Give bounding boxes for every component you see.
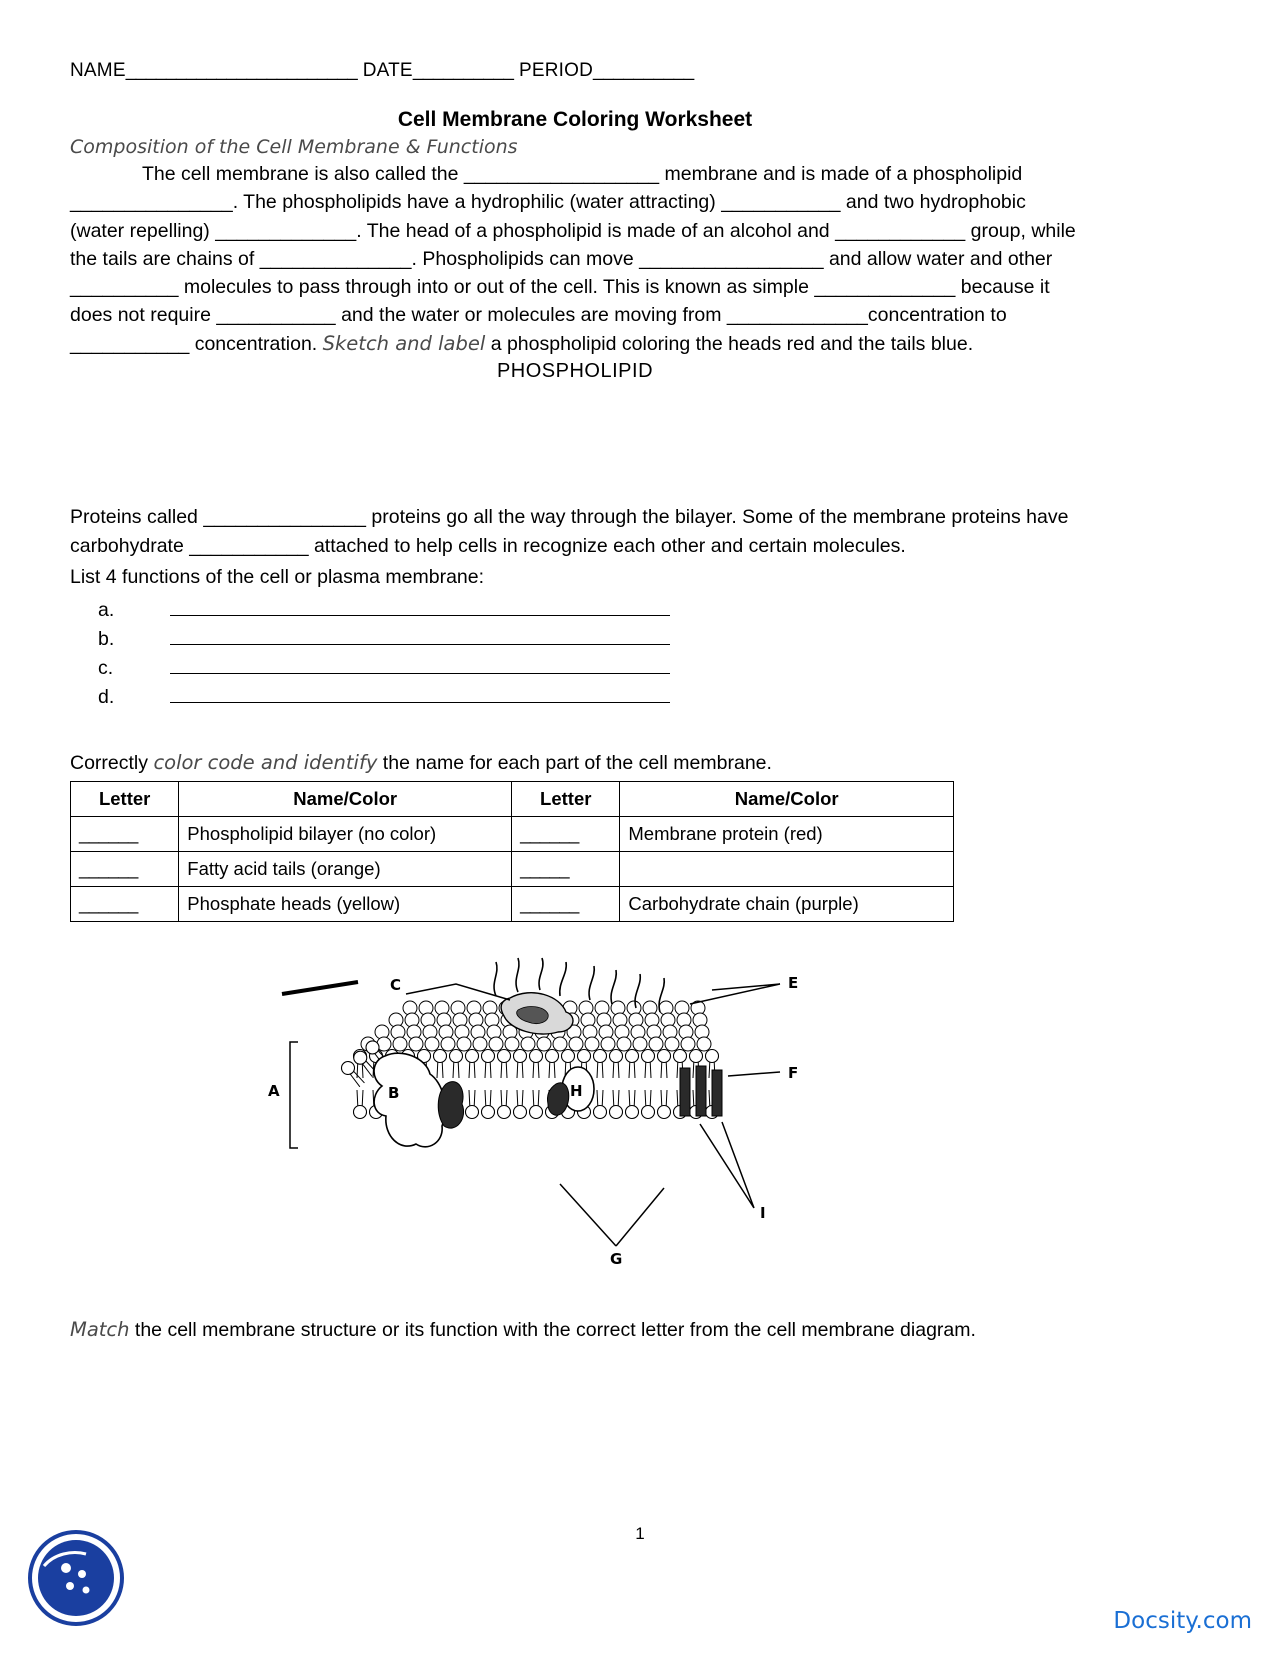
p1-t7: . Phospholipids can move bbox=[411, 247, 640, 270]
page-number: 1 bbox=[635, 1524, 645, 1543]
p1-blank-4[interactable]: _____________ bbox=[215, 219, 357, 242]
diagram-label-I: I bbox=[760, 1203, 766, 1222]
th-letter-1: Letter bbox=[71, 781, 179, 816]
p1-t9: molecules to pass through into or out of the cell. This is known as simple bbox=[178, 276, 815, 299]
p1-t8: and allow water and other bbox=[823, 247, 1053, 270]
paragraph-proteins bbox=[70, 503, 1080, 562]
phospholipid-sketch-label: PHOSPHOLIPID bbox=[496, 359, 654, 382]
p1-blank-12[interactable]: ___________ bbox=[70, 332, 190, 355]
student-info-line bbox=[70, 60, 1080, 82]
cell-letter-r3c1[interactable]: ______ bbox=[71, 886, 179, 921]
cell-letter-r1c2[interactable]: ______ bbox=[512, 816, 620, 851]
cell-name-r1c1: Phospholipid bilayer (no color) bbox=[179, 816, 512, 851]
document-content bbox=[70, 60, 1080, 1344]
p1-t5: . The head of a phospholipid is made of an alcohol and bbox=[356, 219, 836, 242]
page-title: Cell Membrane Coloring Worksheet bbox=[397, 108, 753, 131]
th-letter-2: Letter bbox=[512, 781, 620, 816]
p1-blank-6[interactable]: ______________ bbox=[259, 247, 412, 270]
p2-t3: attached to help cells in recognize each other and certain molecules. bbox=[308, 535, 906, 558]
cell-name-r2c2 bbox=[620, 851, 954, 886]
cell-letter-r2c2[interactable]: _____ bbox=[512, 851, 620, 886]
list-item bbox=[98, 628, 1080, 651]
p2-blank-1[interactable]: _______________ bbox=[203, 505, 367, 528]
p1-t4: and two hydrophobic (water repelling) bbox=[70, 191, 1026, 242]
cell-membrane-diagram bbox=[70, 956, 1080, 1286]
answer-line-a[interactable] bbox=[170, 601, 670, 616]
table-row bbox=[71, 851, 954, 886]
answer-line-c[interactable] bbox=[170, 659, 670, 674]
p1-blank-11[interactable]: _____________ bbox=[726, 304, 868, 327]
p1-t14: a phospholipid coloring the heads red and the tails blue. bbox=[485, 332, 974, 355]
p1-blank-9[interactable]: _____________ bbox=[814, 276, 956, 299]
period-label: PERIOD bbox=[518, 60, 594, 81]
p1-t12: concentration to bbox=[867, 304, 1007, 327]
p1-italic-sketch: Sketch and label bbox=[322, 331, 486, 355]
cell-name-r2c1: Fatty acid tails (orange) bbox=[179, 851, 512, 886]
diagram-label-F: F bbox=[788, 1063, 799, 1082]
sketch-space[interactable] bbox=[70, 383, 1080, 503]
name-blank[interactable]: _______________________ bbox=[125, 60, 358, 81]
answer-line-b[interactable] bbox=[170, 630, 670, 645]
list-item bbox=[98, 657, 1080, 680]
diagram-label-H: H bbox=[570, 1081, 583, 1100]
cell-name-r3c1: Phosphate heads (yellow) bbox=[179, 886, 512, 921]
cell-name-r3c2: Carbohydrate chain (purple) bbox=[620, 886, 954, 921]
p1-blank-8[interactable]: __________ bbox=[70, 276, 179, 299]
th-name-1: Name/Color bbox=[179, 781, 512, 816]
date-blank[interactable]: __________ bbox=[412, 60, 514, 81]
p1-t1: The cell membrane is also called the bbox=[142, 163, 464, 185]
p1-blank-5[interactable]: ____________ bbox=[835, 219, 966, 242]
functions-prompt: List 4 functions of the cell or plasma membrane: bbox=[70, 566, 485, 589]
list-item bbox=[98, 599, 1080, 622]
list-marker-c: c. bbox=[98, 656, 114, 679]
docsity-watermark: Docsity.com bbox=[1113, 1608, 1252, 1634]
p1-t13: concentration. bbox=[189, 332, 323, 355]
date-label: DATE bbox=[362, 60, 413, 81]
docsity-logo-icon bbox=[26, 1528, 126, 1628]
p1-blank-2[interactable]: _______________ bbox=[70, 191, 233, 214]
match-instruction bbox=[70, 1316, 1080, 1344]
instr-italic: color code and identify bbox=[153, 750, 378, 774]
period-blank[interactable]: __________ bbox=[593, 60, 694, 81]
diagram-label-E: E bbox=[788, 973, 799, 992]
p2-t2: proteins go all the way through the bilayer. Some of the membrane proteins have carbohydrate bbox=[70, 505, 1069, 558]
paragraph-composition bbox=[70, 160, 1080, 358]
diagram-label-G: G bbox=[610, 1249, 623, 1268]
diagram-label-B: B bbox=[388, 1083, 400, 1102]
p1-t6: group, while the tails are chains of bbox=[70, 219, 1076, 270]
list-marker-a: a. bbox=[98, 598, 115, 621]
list-marker-b: b. bbox=[98, 627, 115, 650]
p1-blank-10[interactable]: ___________ bbox=[216, 304, 336, 327]
color-code-instruction bbox=[70, 751, 1080, 775]
p2-blank-2[interactable]: ___________ bbox=[189, 535, 309, 558]
p1-t10: because it does not require bbox=[70, 276, 1050, 327]
th-name-2: Name/Color bbox=[620, 781, 954, 816]
color-code-table bbox=[70, 781, 954, 922]
cell-letter-r1c1[interactable]: ______ bbox=[71, 816, 179, 851]
name-label: NAME bbox=[70, 60, 126, 81]
table-header-row bbox=[71, 781, 954, 816]
answer-line-d[interactable] bbox=[170, 688, 670, 703]
p1-blank-1[interactable]: __________________ bbox=[463, 163, 660, 185]
instr-t2: the name for each part of the cell membrane. bbox=[377, 751, 772, 774]
table-row bbox=[71, 816, 954, 851]
instr-t1: Correctly bbox=[70, 751, 154, 774]
p1-t3: . The phospholipids have a hydrophilic (water attracting) bbox=[232, 191, 722, 214]
p1-blank-3[interactable]: ___________ bbox=[721, 191, 841, 214]
cell-letter-r2c1[interactable]: ______ bbox=[71, 851, 179, 886]
p2-t1: Proteins called bbox=[70, 505, 204, 528]
match-italic: Match bbox=[70, 1317, 130, 1341]
list-marker-d: d. bbox=[98, 685, 115, 708]
diagram-label-A: A bbox=[268, 1081, 280, 1100]
p1-t2: membrane and is made of a phospholipid bbox=[659, 163, 1023, 185]
cell-name-r1c2: Membrane protein (red) bbox=[620, 816, 954, 851]
match-rest: the cell membrane structure or its function with the correct letter from the cell membrane diagram. bbox=[129, 1318, 976, 1341]
list-item bbox=[98, 686, 1080, 709]
functions-list bbox=[98, 599, 1080, 709]
section-heading: Composition of the Cell Membrane & Functions bbox=[70, 136, 518, 158]
diagram-label-C: C bbox=[390, 975, 402, 994]
p1-t11: and the water or molecules are moving from bbox=[335, 304, 727, 327]
table-row bbox=[71, 886, 954, 921]
cell-letter-r3c2[interactable]: ______ bbox=[512, 886, 620, 921]
p1-blank-7[interactable]: _________________ bbox=[639, 247, 824, 270]
